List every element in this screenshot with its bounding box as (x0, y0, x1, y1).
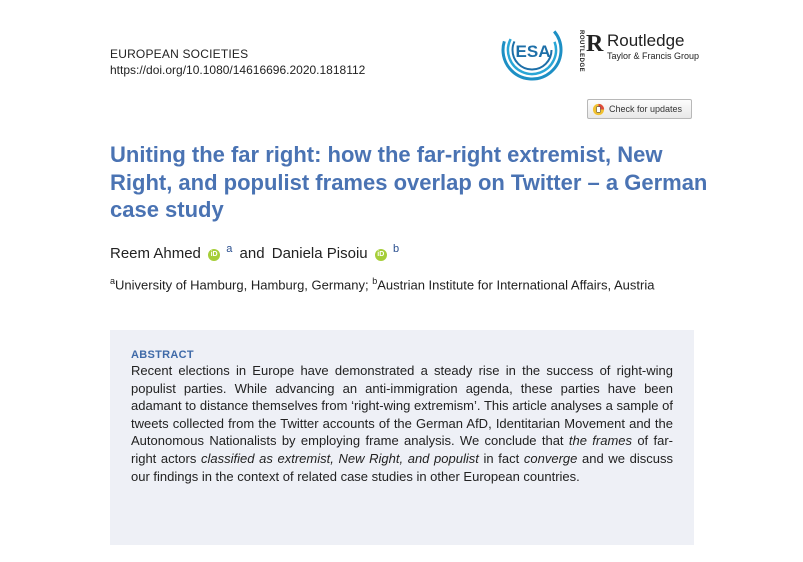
author-separator: and (239, 245, 265, 262)
author-line (110, 243, 399, 262)
check-for-updates-button[interactable] (587, 99, 692, 119)
affiliations (110, 272, 690, 294)
routledge-group: Taylor & Francis Group (607, 51, 700, 61)
orcid-icon[interactable]: iD (208, 249, 220, 261)
doi-link[interactable]: https://doi.org/10.1080/14616696.2020.1818112 (110, 63, 366, 77)
check-updates-icon (592, 103, 605, 116)
affiliation-a: University of Hamburg, Hamburg, Germany; (115, 277, 373, 293)
orcid-icon[interactable]: iD (375, 249, 387, 261)
check-updates-label: Check for updates (609, 104, 683, 114)
author-name[interactable]: Daniela Pisoiu (271, 245, 368, 262)
journal-header (110, 46, 365, 78)
routledge-logo (574, 30, 704, 73)
article-title: Uniting the far right: how the far-right extremist, New Right, and populist frames overlap on Twitter – a German case study (110, 142, 708, 222)
routledge-name: Routledge (607, 31, 685, 50)
affiliation-b-label: b (372, 276, 378, 286)
abstract-heading: ABSTRACT (131, 349, 194, 361)
abstract-text: Recent elections in Europe have demonstrated a steady rise in the success of right-wing populist parties. While advancing an anti-immigration agenda, these parties have been adamant to distance themselves from ‘right-wing extremism’. This article analyses a sample of tweets collected from the Twitter accounts of the German AfD, Identitarian Movement and the Autonomous Nationalists by employing frame analysis. We conclude that the frames of far-right actors classified as extremist, New Right, and populist in fact converge and we discuss our findings in the context of related case studies in other European countries. (131, 363, 673, 484)
esa-logo-text: ESA (515, 42, 551, 61)
author-name[interactable]: Reem Ahmed (110, 245, 201, 262)
affiliation-a-label: a (110, 276, 116, 286)
affiliation-marker: b (392, 243, 400, 255)
esa-logo (500, 18, 564, 82)
journal-name: EUROPEAN SOCIETIES (110, 47, 249, 61)
affiliation-marker: a (226, 243, 233, 255)
routledge-r-mark: R (586, 31, 604, 57)
abstract-box (110, 330, 694, 545)
affiliation-b: Austrian Institute for International Affairs, Austria (377, 277, 655, 293)
routledge-vertical-mark: ROUTLEDGE (578, 30, 584, 73)
